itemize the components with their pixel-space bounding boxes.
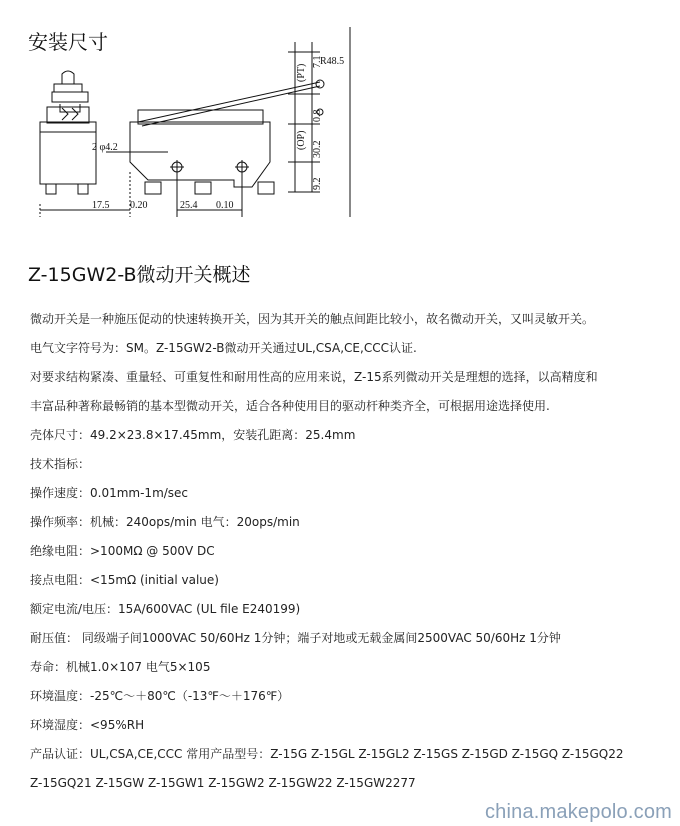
- text-line: 操作速度：0.01mm-1m/sec: [30, 486, 189, 500]
- text-line: 耐压值： 同级端子间1000VAC 50/60Hz 1分钟；端子对地或无载金属间2500VAC 50/60Hz 1分钟: [30, 631, 561, 645]
- text-line: 寿命：机械1.0×107 电气5×105: [30, 660, 211, 674]
- text-line: 环境湿度：<95%RH: [30, 718, 145, 732]
- dim-30-2: 30.2: [312, 140, 323, 158]
- dim-0-20: 0.20: [130, 200, 148, 211]
- dim-0-10: 0.10: [216, 200, 234, 211]
- dim-7-1: 7.1: [312, 55, 323, 68]
- dim-pt: (PT): [296, 63, 307, 82]
- dim-hole-4-2: 2 φ4.2: [92, 142, 118, 153]
- switch-dimension-drawing: [20, 22, 370, 222]
- text-line: 技术指标：: [30, 457, 91, 471]
- text-line: 产品认证：UL,CSA,CE,CCC 常用产品型号：Z-15G Z-15GL Z-15GL2 Z-15GS Z-15GD Z-15GQ Z-15GQ22: [30, 747, 624, 761]
- spec-text: [30, 305, 670, 798]
- text-line: 丰富品种著称最畅销的基本型微动开关，适合各种使用目的驱动杆种类齐全，可根据用途选择使用.: [30, 399, 550, 413]
- text-line: 对要求结构紧凑、重量轻、可重复性和耐用性高的应用来说，Z-15系列微动开关是理想的选择，以高精度和: [30, 370, 598, 384]
- installation-dimensions-title: 安装尺寸: [28, 30, 108, 54]
- dim-17-5: 17.5: [92, 200, 110, 211]
- side-view: [40, 71, 96, 217]
- text-line: 额定电流/电压：15A/600VAC (UL file E240199): [30, 602, 301, 616]
- dim-op: (OP): [296, 130, 307, 150]
- watermark: china.makepolo.com: [484, 801, 672, 823]
- text-line: 微动开关是一种施压促动的快速转换开关，因为其开关的触点间距比较小，故名微动开关，又叫灵敏开关。: [30, 312, 595, 326]
- text-line: Z-15GQ21 Z-15GW Z-15GW1 Z-15GW2 Z-15GW22 Z-15GW2277: [30, 776, 416, 790]
- text-line: 绝缘电阻：>100MΩ @ 500V DC: [30, 544, 215, 558]
- dim-r48-5: R48.5: [320, 56, 345, 67]
- text-line: 接点电阻：<15mΩ (initial value): [30, 573, 219, 587]
- dim-0-8: 0.8: [312, 109, 323, 122]
- dim-9-2: 9.2: [312, 177, 323, 190]
- text-line: 环境温度：-25℃～＋80℃（-13℉～＋176℉）: [30, 689, 290, 703]
- text-line: 电气文字符号为：SM。Z-15GW2-B微动开关通过UL,CSA,CE,CCC认证.: [30, 341, 417, 355]
- text-line: 壳体尺寸：49.2×23.8×17.45mm，安装孔距离：25.4mm: [30, 428, 356, 442]
- text-line: 操作频率：机械：240ops/min 电气：20ops/min: [30, 515, 300, 529]
- front-view: [40, 80, 324, 217]
- overview-title: Z-15GW2-B微动开关概述: [28, 264, 251, 286]
- dim-25-4: 25.4: [180, 200, 198, 211]
